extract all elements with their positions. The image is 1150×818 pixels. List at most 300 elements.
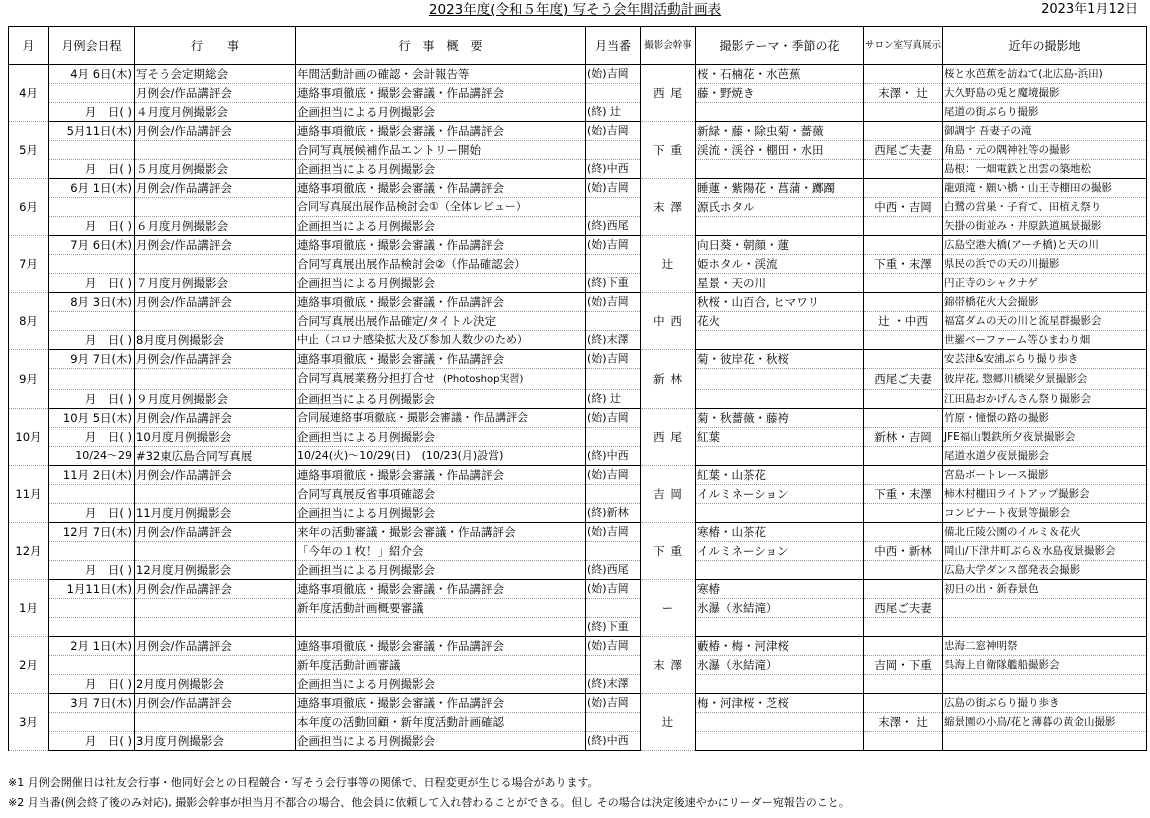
theme-cell	[696, 618, 864, 637]
theme-cell	[696, 504, 864, 523]
duty-cell: (終) 辻	[586, 103, 641, 122]
schedule-cell	[49, 369, 135, 390]
duty-cell	[586, 542, 641, 561]
summary-cell	[296, 217, 586, 236]
leader-cell: 新 林	[641, 350, 696, 409]
table-row	[9, 390, 1147, 409]
duty-cell	[586, 141, 641, 160]
schedule-cell: 2月 1日(木)	[49, 637, 135, 656]
summary-cell	[296, 504, 586, 523]
schedule-cell: 11月 2日(木)	[49, 466, 135, 485]
event-cell	[135, 141, 296, 160]
event-cell: 月例会/作品講評会	[135, 580, 296, 599]
schedule-cell: 4月 6日(木)	[49, 65, 135, 84]
recent-location-cell: 世羅ベーファーム等ひまわり畑	[943, 331, 1147, 350]
recent-location-cell: 縮景園の小鳥/花と薄暮の黄金山撮影	[943, 713, 1147, 732]
recent-location-cell	[943, 618, 1147, 637]
table-row	[9, 561, 1147, 580]
leader-cell: ー	[641, 580, 696, 637]
table-row	[9, 312, 1147, 331]
table-row	[9, 504, 1147, 523]
table-row	[9, 103, 1147, 122]
duty-cell: (終)中西	[586, 447, 641, 466]
summary-text: 合同写真展出展作品確定/タイトル決定	[297, 314, 497, 328]
summary-text: 中止（コロナ感染拡大及び参加人数少のため）	[297, 333, 528, 346]
summary-cell	[296, 599, 586, 618]
event-cell: 月例会/作品講評会	[135, 409, 296, 428]
month-cell: 11月	[9, 466, 49, 523]
duty-cell: (終)中西	[586, 732, 641, 751]
schedule-cell: 月 日( )	[49, 428, 135, 447]
table-row	[9, 637, 1147, 656]
recent-location-cell: 御調宇 吾妻子の滝	[943, 122, 1147, 141]
summary-cell	[296, 713, 586, 732]
month-cell: 9月	[9, 350, 49, 409]
theme-cell: 源氏ホタル	[696, 198, 864, 217]
header-salon: サロン室写真展示	[864, 27, 943, 65]
theme-cell	[696, 732, 864, 751]
summary-text: 企画担当による月例撮影会	[297, 392, 435, 406]
event-cell	[135, 255, 296, 274]
theme-cell: 睡蓮・紫陽花・菖蒲・躑躅	[696, 179, 864, 198]
theme-cell	[696, 331, 864, 350]
table-row	[9, 217, 1147, 236]
table-row	[9, 255, 1147, 274]
summary-text: 連絡事項徹底・撮影会審議・作品講評会	[297, 295, 504, 309]
salon-cell	[864, 65, 943, 84]
theme-cell	[696, 447, 864, 466]
theme-cell	[696, 160, 864, 179]
summary-text: 10/24(火)～10/29(日) (10/23(月)設営)	[297, 449, 504, 462]
month-cell: 8月	[9, 293, 49, 350]
leader-cell: 末 澤	[641, 179, 696, 236]
summary-cell	[296, 580, 586, 599]
table-row	[9, 485, 1147, 504]
theme-cell	[696, 369, 864, 390]
summary-text: 合同写真展反省事項確認会	[297, 487, 435, 501]
salon-cell	[864, 504, 943, 523]
table-row	[9, 713, 1147, 732]
summary-cell	[296, 312, 586, 331]
duty-cell	[586, 485, 641, 504]
event-cell	[135, 713, 296, 732]
salon-cell	[864, 217, 943, 236]
recent-location-cell: JFE福山製鉄所夕夜景撮影会	[943, 428, 1147, 447]
summary-text: 企画担当による月例撮影会	[297, 105, 435, 119]
event-cell: 月例会/作品講評会	[135, 466, 296, 485]
duty-cell: (終) 辻	[586, 390, 641, 409]
summary-text: 連絡事項徹底・撮影会審議・作品講評会	[297, 696, 504, 710]
salon-cell: 中西・吉岡	[864, 198, 943, 217]
month-cell: 10月	[9, 409, 49, 466]
event-cell: 2月度月例撮影会	[135, 675, 296, 694]
table-row	[9, 198, 1147, 217]
summary-cell	[296, 122, 586, 141]
theme-cell: 氷瀑（氷結滝）	[696, 656, 864, 675]
recent-location-cell	[943, 599, 1147, 618]
event-cell: 月例会/作品講評会	[135, 293, 296, 312]
summary-cell	[296, 369, 586, 390]
salon-cell	[864, 675, 943, 694]
summary-text: 連絡事項徹底・撮影会審議・作品講評会	[297, 639, 504, 653]
recent-location-cell	[943, 675, 1147, 694]
month-cell: 5月	[9, 122, 49, 179]
table-row	[9, 580, 1147, 599]
schedule-cell	[49, 141, 135, 160]
schedule-cell: 7月 6日(木)	[49, 236, 135, 255]
table-row	[9, 293, 1147, 312]
schedule-cell: 月 日( )	[49, 561, 135, 580]
recent-location-cell: 広島空港大橋(アーチ橋)と天の川	[943, 236, 1147, 255]
recent-location-cell: 竹原・憧憬の路の撮影	[943, 409, 1147, 428]
footnote-1: ※1 月例会開催日は社友会行事・他同好会との日程競合・写そう会行事等の関係で、日程変更が生じる場合があります。	[8, 776, 599, 789]
header-month: 月	[9, 27, 49, 65]
duty-cell: (終)末澤	[586, 675, 641, 694]
summary-cell	[296, 428, 586, 447]
summary-text: 企画担当による月例撮影会	[297, 276, 435, 290]
theme-cell: 花火	[696, 312, 864, 331]
duty-cell: (始)吉岡	[586, 236, 641, 255]
salon-cell	[864, 447, 943, 466]
schedule-cell	[49, 255, 135, 274]
leader-cell: 西 尾	[641, 409, 696, 466]
recent-location-cell: 角島・元の隅神社等の撮影	[943, 141, 1147, 160]
salon-cell: 下重・末澤	[864, 255, 943, 274]
table-row	[9, 141, 1147, 160]
table-row	[9, 65, 1147, 84]
duty-cell	[586, 198, 641, 217]
header-leader: 撮影会幹事	[641, 27, 696, 65]
salon-cell	[864, 694, 943, 713]
salon-cell	[864, 331, 943, 350]
duty-cell: (始)吉岡	[586, 350, 641, 369]
schedule-cell	[49, 656, 135, 675]
duty-cell	[586, 713, 641, 732]
table-row	[9, 542, 1147, 561]
summary-text: 年間活動計画の確認・会計報告等	[297, 67, 470, 81]
header-event: 行 事	[135, 27, 296, 65]
event-cell: ６月度月例撮影会	[135, 217, 296, 236]
summary-cell	[296, 637, 586, 656]
schedule-cell	[49, 84, 135, 103]
duty-cell: (始)吉岡	[586, 122, 641, 141]
duty-cell	[586, 369, 641, 390]
schedule-cell: 10月 5日(木)	[49, 409, 135, 428]
summary-text: 連絡事項徹底・撮影会審議・作品講評会	[297, 352, 504, 366]
theme-cell: 梅・河津桜・芝桜	[696, 694, 864, 713]
schedule-cell: 月 日( )	[49, 274, 135, 293]
duty-cell	[586, 312, 641, 331]
recent-location-cell: 福富ダムの天の川と流星群撮影会	[943, 312, 1147, 331]
month-cell: 2月	[9, 637, 49, 694]
leader-cell: 辻	[641, 236, 696, 293]
summary-text: 連絡事項徹底・撮影会審議・作品講評会	[297, 468, 504, 482]
summary-cell	[296, 732, 586, 751]
schedule-cell: 8月 3日(木)	[49, 293, 135, 312]
document-title: 2023年度(令和５年度) 写そう会年間活動計画表	[428, 2, 722, 18]
table-row	[9, 84, 1147, 103]
theme-cell	[696, 103, 864, 122]
summary-text: 連絡事項徹底・撮影会審議・作品講評会	[297, 582, 504, 596]
leader-cell: 吉 岡	[641, 466, 696, 523]
summary-cell	[296, 694, 586, 713]
event-cell	[135, 599, 296, 618]
event-cell: 10月度月例撮影会	[135, 428, 296, 447]
theme-cell: 藤・野焼き	[696, 84, 864, 103]
duty-cell: (始)吉岡	[586, 65, 641, 84]
summary-cell	[296, 523, 586, 542]
duty-cell	[586, 428, 641, 447]
salon-cell: 末澤・ 辻	[864, 713, 943, 732]
theme-cell	[696, 217, 864, 236]
recent-location-cell: 安芸津&安浦ぶらり撮り歩き	[943, 350, 1147, 369]
summary-text: 連絡事項徹底・撮影会審議・作品講評会	[297, 124, 504, 138]
event-cell: ４月度月例撮影会	[135, 103, 296, 122]
schedule-cell: 月 日( )	[49, 732, 135, 751]
duty-cell: (終)下重	[586, 274, 641, 293]
salon-cell	[864, 637, 943, 656]
schedule-cell: 9月 7日(木)	[49, 350, 135, 369]
recent-location-cell: 初日の出・新春景色	[943, 580, 1147, 599]
summary-cell	[296, 656, 586, 675]
theme-cell	[696, 675, 864, 694]
recent-location-cell: 錦帯橋花火大会撮影	[943, 293, 1147, 312]
salon-cell: 新林・吉岡	[864, 428, 943, 447]
theme-cell: 桜・石楠花・水芭蕉	[696, 65, 864, 84]
schedule-cell: 12月 7日(木)	[49, 523, 135, 542]
table-row	[9, 160, 1147, 179]
recent-location-cell	[943, 732, 1147, 751]
summary-text: 企画担当による月例撮影会	[297, 563, 435, 577]
summary-cell	[296, 542, 586, 561]
leader-cell: 下 重	[641, 523, 696, 580]
salon-cell: 末澤・ 辻	[864, 84, 943, 103]
duty-cell	[586, 255, 641, 274]
schedule-cell: 月 日( )	[49, 160, 135, 179]
table-row	[9, 618, 1147, 637]
duty-cell: (終)末澤	[586, 331, 641, 350]
summary-text: 企画担当による月例撮影会	[297, 506, 435, 520]
event-cell	[135, 198, 296, 217]
summary-cell	[296, 350, 586, 369]
duty-cell: (終)中西	[586, 160, 641, 179]
schedule-cell: 月 日( )	[49, 103, 135, 122]
theme-cell	[696, 713, 864, 732]
table-row	[9, 656, 1147, 675]
event-cell: ５月度月例撮影会	[135, 160, 296, 179]
theme-cell: イルミネーション	[696, 485, 864, 504]
duty-cell: (始)吉岡	[586, 694, 641, 713]
table-row	[9, 331, 1147, 350]
event-cell: 11月度月例撮影会	[135, 504, 296, 523]
salon-cell	[864, 409, 943, 428]
salon-cell	[864, 523, 943, 542]
duty-cell: (終)下重	[586, 618, 641, 637]
salon-cell	[864, 160, 943, 179]
document-date: 2023年1月12日	[1041, 2, 1138, 17]
salon-cell: 西尾ご夫妻	[864, 141, 943, 160]
theme-cell: 寒椿・山茶花	[696, 523, 864, 542]
event-cell	[135, 312, 296, 331]
event-cell	[135, 542, 296, 561]
summary-cell	[296, 485, 586, 504]
recent-location-cell: 岡山/下津井町ぶら＆水島夜景撮影会	[943, 542, 1147, 561]
summary-text: 新年度活動計画審議	[297, 658, 401, 672]
salon-cell: 辻 ・中西	[864, 312, 943, 331]
table-body	[9, 65, 1147, 751]
month-cell: 7月	[9, 236, 49, 293]
schedule-cell: 月 日( )	[49, 217, 135, 236]
salon-cell: 中西・新林	[864, 542, 943, 561]
summary-cell	[296, 561, 586, 580]
summary-text: 合同写真展出展作品検討会①（全体レビュー）	[297, 200, 527, 213]
event-cell	[135, 485, 296, 504]
table-row	[9, 599, 1147, 618]
recent-location-cell: 龍頭滝・願い橋・山王寺棚田の撮影	[943, 179, 1147, 198]
duty-cell: (終)西尾	[586, 561, 641, 580]
duty-cell: (始)吉岡	[586, 409, 641, 428]
summary-cell	[296, 198, 586, 217]
theme-cell: 寒椿	[696, 580, 864, 599]
duty-cell: (始)吉岡	[586, 466, 641, 485]
salon-cell	[864, 293, 943, 312]
table-row	[9, 732, 1147, 751]
event-cell: 12月度月例撮影会	[135, 561, 296, 580]
summary-text: 合同写真展業務分担打合せ	[297, 371, 435, 385]
recent-location-cell: 広島大学ダンス部発表会撮影	[943, 561, 1147, 580]
duty-cell: (始)吉岡	[586, 523, 641, 542]
schedule-cell	[49, 542, 135, 561]
duty-cell: (始)吉岡	[586, 293, 641, 312]
summary-cell	[296, 179, 586, 198]
header-recent: 近年の撮影地	[943, 27, 1147, 65]
summary-text: 企画担当による月例撮影会	[297, 677, 435, 691]
theme-cell: 渓流・渓谷・棚田・水田	[696, 141, 864, 160]
leader-cell: 下 重	[641, 122, 696, 179]
recent-location-cell: 円正寺のシャクナゲ	[943, 274, 1147, 293]
table-row	[9, 409, 1147, 428]
recent-location-cell: 県民の浜での天の川撮影	[943, 255, 1147, 274]
salon-cell: 西尾ご夫妻	[864, 369, 943, 390]
recent-location-cell: 白鷺の営巣・子育て、田植え祭り	[943, 198, 1147, 217]
summary-cell	[296, 141, 586, 160]
table-row	[9, 274, 1147, 293]
recent-location-cell: 大久野島の兎と魔境撮影	[943, 84, 1147, 103]
summary-text: 合同写真展出展作品検討会②（作品確認会）	[297, 257, 526, 271]
leader-cell: 中 西	[641, 293, 696, 350]
recent-location-cell: 忠海二窓神明祭	[943, 637, 1147, 656]
summary-text: 連絡事項徹底・撮影会審議・作品講評会	[297, 86, 504, 100]
month-cell: 3月	[9, 694, 49, 751]
month-cell: 6月	[9, 179, 49, 236]
recent-location-cell: 桜と水芭蕉を訪ねて(北広島-浜田)	[943, 65, 1147, 84]
recent-location-cell: 江田島おかげんさん祭り撮影会	[943, 390, 1147, 409]
event-cell: 3月度月例撮影会	[135, 732, 296, 751]
event-cell: 8月度月例撮影会	[135, 331, 296, 350]
salon-cell	[864, 274, 943, 293]
theme-cell: 向日葵・朝顔・蓮	[696, 236, 864, 255]
salon-cell	[864, 390, 943, 409]
summary-note: (Photoshop実習)	[443, 374, 524, 385]
summary-cell	[296, 160, 586, 179]
summary-cell	[296, 331, 586, 350]
event-cell: 月例会/作品講評会	[135, 523, 296, 542]
summary-cell	[296, 65, 586, 84]
duty-cell: (始)吉岡	[586, 580, 641, 599]
summary-cell	[296, 447, 586, 466]
summary-cell	[296, 236, 586, 255]
summary-text: 企画担当による月例撮影会	[297, 162, 435, 176]
event-cell: 写そう会定期総会	[135, 65, 296, 84]
summary-cell	[296, 274, 586, 293]
event-cell	[135, 369, 296, 390]
event-cell	[135, 618, 296, 637]
table-row	[9, 523, 1147, 542]
schedule-cell: 月 日( )	[49, 504, 135, 523]
leader-cell: 末 澤	[641, 637, 696, 694]
theme-cell: 星景・天の川	[696, 274, 864, 293]
summary-cell	[296, 255, 586, 274]
summary-text: 企画担当による月例撮影会	[297, 430, 435, 444]
theme-cell: 新緑・藤・除虫菊・薔薇	[696, 122, 864, 141]
event-cell: 月例会/作品講評会	[135, 179, 296, 198]
summary-cell	[296, 293, 586, 312]
schedule-cell: 月 日( )	[49, 331, 135, 350]
table-row	[9, 350, 1147, 369]
schedule-cell: 5月11日(木)	[49, 122, 135, 141]
event-cell: 月例会/作品講評会	[135, 637, 296, 656]
header-schedule: 月例会日程	[49, 27, 135, 65]
summary-cell	[296, 675, 586, 694]
event-cell: 月例会/作品講評会	[135, 122, 296, 141]
salon-cell	[864, 618, 943, 637]
recent-location-cell: 島根：一畑電鉄と出雲の築地松	[943, 160, 1147, 179]
table-row	[9, 694, 1147, 713]
theme-cell: 秋桜・山百合, ヒマワリ	[696, 293, 864, 312]
duty-cell	[586, 599, 641, 618]
recent-location-cell: 宮島ボートレース撮影	[943, 466, 1147, 485]
header-row	[9, 27, 1147, 65]
header-duty: 月当番	[586, 27, 641, 65]
theme-cell: 菊・彼岸花・秋桜	[696, 350, 864, 369]
summary-cell	[296, 466, 586, 485]
duty-cell	[586, 656, 641, 675]
event-cell	[135, 656, 296, 675]
table-row	[9, 675, 1147, 694]
summary-text: 企画担当による月例撮影会	[297, 219, 435, 233]
duty-cell: (始)吉岡	[586, 637, 641, 656]
duty-cell	[586, 84, 641, 103]
theme-cell: 藪椿・梅・河津桜	[696, 637, 864, 656]
schedule-cell: 10/24～29	[49, 447, 135, 466]
theme-cell: 姫ホタル・渓流	[696, 255, 864, 274]
table-row	[9, 122, 1147, 141]
theme-cell: 紅葉	[696, 428, 864, 447]
month-cell: 12月	[9, 523, 49, 580]
theme-cell: 紅葉・山茶花	[696, 466, 864, 485]
table-row	[9, 236, 1147, 255]
schedule-cell	[49, 599, 135, 618]
event-cell: 月例会/作品講評会	[135, 694, 296, 713]
salon-cell	[864, 122, 943, 141]
theme-cell	[696, 561, 864, 580]
theme-cell: 菊・秋薔薇・藤袴	[696, 409, 864, 428]
theme-cell	[696, 390, 864, 409]
summary-cell	[296, 409, 586, 428]
event-cell: ７月度月例撮影会	[135, 274, 296, 293]
month-cell: 1月	[9, 580, 49, 637]
footnote-2: ※2 月当番(例会終了後のみ対応), 撮影会幹事が担当月不都合の場合、他会員に依頼して入れ替わることができる。但し その場合は決定後速やかにリーダー宛報告のこと。	[8, 796, 850, 809]
